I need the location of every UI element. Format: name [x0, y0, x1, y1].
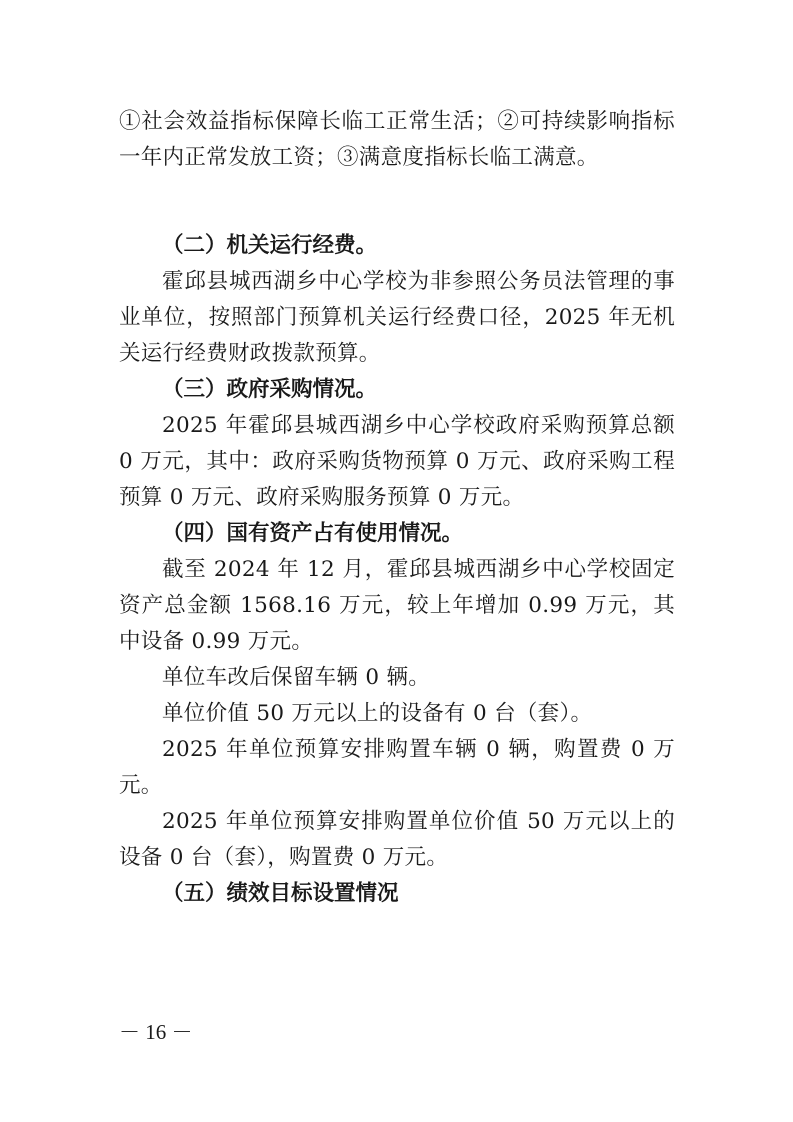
- heading-operating-expenses: （二）机关运行经费。: [162, 233, 378, 258]
- heading-government-procurement: （三）政府采购情况。: [162, 377, 378, 402]
- spacer: [119, 176, 675, 228]
- paragraph-operating-expenses: 霍邱县城西湖乡中心学校为非参照公务员法管理的事业单位，按照部门预算机关运行经费口径，2025 年无机关运行经费财政拨款预算。: [119, 269, 675, 366]
- paragraph-equipment-over-50: 单位价值 50 万元以上的设备有 0 台（套）。: [162, 701, 593, 726]
- paragraph-equipment-purchase-budget: 2025 年单位预算安排购置单位价值 50 万元以上的设备 0 台（套），购置费 0 万元。: [119, 809, 675, 870]
- heading-performance-goals: （五）绩效目标设置情况: [162, 881, 399, 906]
- paragraph-performance-indicators: ①社会效益指标保障长临工正常生活；②可持续影响指标一年内正常发放工资；③满意度指标长临工满意。: [119, 109, 675, 170]
- paragraph-government-procurement: 2025 年霍邱县城西湖乡中心学校政府采购预算总额 0 万元，其中：政府采购货物预算 0 万元、政府采购工程预算 0 万元、政府采购服务预算 0 万元。: [119, 413, 675, 510]
- page-number: － 16 －: [119, 1020, 193, 1044]
- paragraph-fixed-assets: 截至 2024 年 12 月，霍邱县城西湖乡中心学校固定资产总金额 1568.16 万元，较上年增加 0.99 万元，其中设备 0.99 万元。: [119, 557, 675, 654]
- heading-state-assets: （四）国有资产占有使用情况。: [162, 521, 464, 546]
- page-content: [119, 104, 675, 912]
- paragraph-vehicle-purchase-budget: 2025 年单位预算安排购置车辆 0 辆，购置费 0 万元。: [119, 737, 675, 798]
- paragraph-vehicles-retained: 单位车改后保留车辆 0 辆。: [162, 665, 431, 690]
